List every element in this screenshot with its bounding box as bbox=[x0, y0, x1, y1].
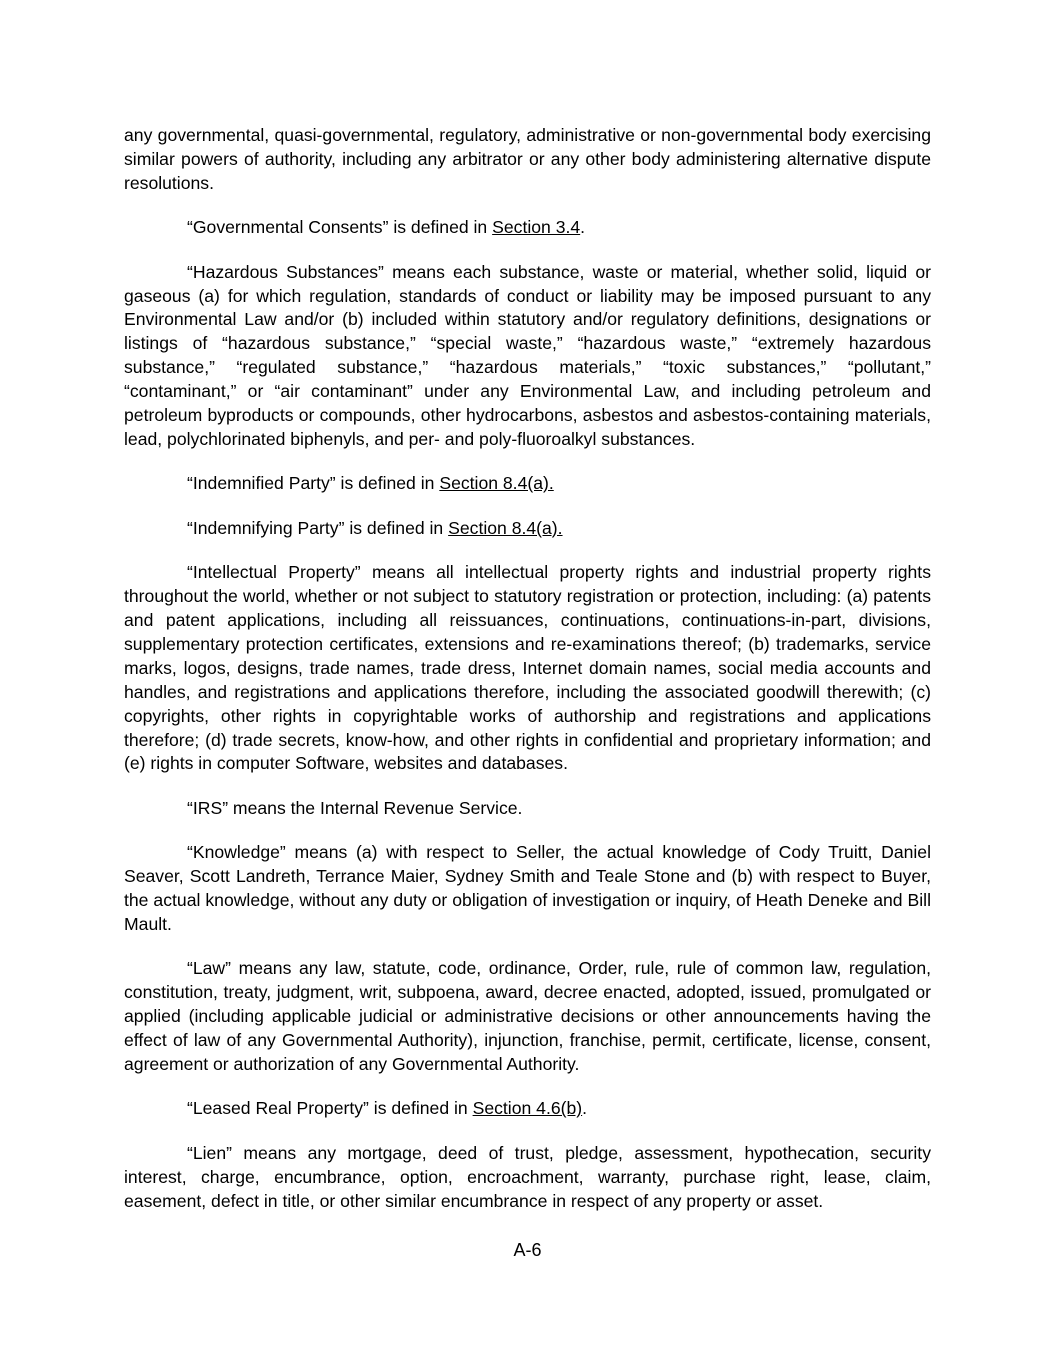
defined-term: “Law” bbox=[187, 958, 231, 979]
definition-text: means all intellectual property rights and industrial property rights throughout the world, whether or not subject to statutory registration or protection, including: (a) patents and patent applications, including all reissuances, continuations, continuations-in-part, divisions, supplementary protection certificates, extensions and re-examinations thereof; (b) trademarks, service marks, logos, designs, trade names, trade dress, Internet domain names, social media accounts and handles, and registrations and applications therefore, including the associated goodwill therewith; (c) copyrights, other rights in copyrightable works of authorship and registrations and applications therefore; (d) trade secrets, know-how, and other rights in confidential and proprietary information; and (e) rights in computer Software, websites and databases. bbox=[124, 562, 931, 774]
defined-term: “Leased Real Property” bbox=[187, 1098, 369, 1119]
definition-irs bbox=[124, 797, 931, 821]
page-number: A-6 bbox=[513, 1240, 542, 1260]
defined-term: “IRS” bbox=[187, 797, 229, 818]
defined-term: “Intellectual Property” bbox=[187, 562, 361, 583]
definition-hazardous-substances bbox=[124, 261, 931, 452]
definition-indemnifying-party bbox=[124, 517, 931, 541]
paragraph-continuation bbox=[124, 124, 931, 196]
definition-law bbox=[124, 957, 931, 1077]
defined-term: “Indemnifying Party” bbox=[187, 517, 345, 538]
definition-indemnified-party bbox=[124, 472, 931, 496]
definition-lien bbox=[124, 1142, 931, 1214]
section-reference-link[interactable]: Section 8.4(a). bbox=[439, 473, 554, 494]
section-reference-link[interactable]: Section 8.4(a). bbox=[448, 517, 563, 538]
definition-text: means (a) with respect to Seller, the actual knowledge of Cody Truitt, Daniel Seaver, Scott Landreth, Terrance Maier, Sydney Smith and Teale Stone and (b) with respect to Buyer, the actual knowledge, without any duty or obligation of investigation or inquiry, of Heath Deneke and Bill Mault. bbox=[124, 842, 931, 934]
definition-text: means the Internal Revenue Service. bbox=[228, 797, 523, 818]
paragraph-text: any governmental, quasi-governmental, regulatory, administrative or non-governmental body exercising similar powers of authority, including any arbitrator or any other body administering alternative dispute resolutions. bbox=[124, 125, 931, 193]
definition-text: is defined in bbox=[388, 217, 493, 238]
definition-text: means any mortgage, deed of trust, pledge, assessment, hypothecation, security interest, charge, encumbrance, option, encroachment, warranty, purchase right, lease, claim, easement, defect in title, or other similar encumbrance in respect of any property or asset. bbox=[124, 1142, 931, 1211]
definition-text: is defined in bbox=[335, 473, 440, 494]
definition-tail: . bbox=[580, 217, 586, 238]
definition-text: means each substance, waste or material, whether solid, liquid or gaseous (a) for which regulation, standards of conduct or liability may be imposed pursuant to any Environmental Law and/or (b) included within statutory and/or regulatory definitions, designations or listings of “hazardous substance,” “special waste,” “hazardous waste,” “extremely hazardous substance,” “regulated substance,” “hazardous materials,” “toxic substances,” “pollutant,” “contaminant,” or “air contaminant” under any Environmental Law, and including petroleum and petroleum byproducts or compounds, other hydrocarbons, asbestos and asbestos-containing materials, lead, polychlorinated biphenyls, and per- and poly-fluoroalkyl substances. bbox=[124, 261, 931, 449]
definition-leased-real-property bbox=[124, 1097, 931, 1121]
definition-intellectual-property bbox=[124, 561, 931, 776]
definition-text: is defined in bbox=[344, 517, 449, 538]
defined-term: “Indemnified Party” bbox=[187, 473, 336, 494]
document-body bbox=[124, 124, 931, 1234]
defined-term: “Hazardous Substances” bbox=[187, 261, 384, 282]
definition-knowledge bbox=[124, 841, 931, 937]
definition-text: is defined in bbox=[368, 1098, 473, 1119]
definition-tail: . bbox=[582, 1098, 588, 1119]
section-reference-link[interactable]: Section 3.4 bbox=[492, 217, 581, 238]
definition-governmental-consents bbox=[124, 216, 931, 240]
section-reference-link[interactable]: Section 4.6(b) bbox=[472, 1098, 583, 1119]
defined-term: “Governmental Consents” bbox=[187, 217, 389, 238]
definition-text: means any law, statute, code, ordinance, Order, rule, rule of common law, regulation, constitution, treaty, judgment, writ, subpoena, award, decree enacted, adopted, issued, promulgated or applied (including applicable judicial or administrative decisions or other announcements having the effect of law of any Governmental Authority), injunction, franchise, permit, certificate, license, consent, agreement or authorization of any Governmental Authority. bbox=[124, 958, 931, 1074]
defined-term: “Lien” bbox=[187, 1142, 232, 1163]
defined-term: “Knowledge” bbox=[187, 842, 286, 863]
